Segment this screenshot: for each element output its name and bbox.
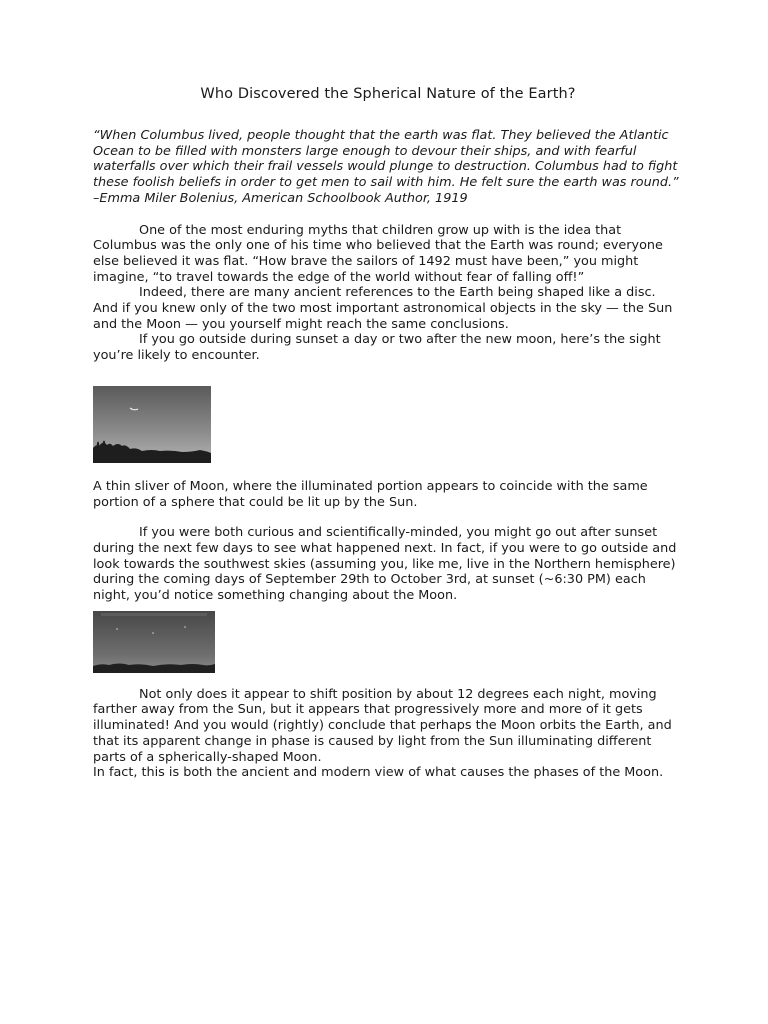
quote-attribution: –Emma Miler Bolenius, American Schoolbook Author, 1919 bbox=[93, 190, 468, 206]
paragraph-5: Not only does it appear to shift position by about 12 degrees each night, moving farther away from the Sun, but it appears that progressively more and more of it gets illuminated! And you would (rightly) conclude that perhaps the Moon orbits the Earth, and that its apparent change in phase is caused by light from the Sun illuminating different parts of a spherically-shaped Moon. bbox=[93, 686, 672, 765]
opening-quote bbox=[93, 128, 683, 207]
moon-phases-photo bbox=[93, 611, 215, 673]
document-page bbox=[93, 86, 683, 781]
paragraph-2: Indeed, there are many ancient references to the Earth being shaped like a disc. And if you knew only of the two most important astronomical objects in the sky — the Sun and the Moon — you yourself might reach the same conclusions. bbox=[93, 285, 673, 332]
figure-1-caption: A thin sliver of Moon, where the illuminated portion appears to coincide with the same portion of a sphere that could be lit up by the Sun. bbox=[93, 478, 648, 510]
closing-paragraph: In fact, this is both the ancient and modern view of what causes the phases of the Moon. bbox=[93, 765, 664, 781]
paragraph-1: One of the most enduring myths that children grow up with is the idea that Columbus was the only one of his time who believed that the Earth was round; everyone else believed it was flat. “How brave the sailors of 1492 must have been,” you might imagine, “to travel towards the edge of the world without fear of falling off!” bbox=[93, 222, 663, 285]
quote-text: “When Columbus lived, people thought that the earth was flat. They believed the Atlantic Ocean to be filled with monsters large enough to devour their ships, and with fearful waterfalls over which their frail vessels would plunge to destruction. Columbus had to fight these foolish beliefs in order to get men to sail with him. He felt sure the earth was round.” bbox=[93, 128, 679, 191]
paragraph-4: If you were both curious and scientifically-minded, you might go out after sunset during the next few days to see what happened next. In fact, if you were to go outside and look towards the southwest skies (assuming you, like me, live in the Northern hemisphere) during the coming days of September 29th to October 3rd, at sunset (~6:30 PM) each night, you’d notice something changing about the Moon. bbox=[93, 525, 677, 604]
page-title: Who Discovered the Spherical Nature of the Earth? bbox=[200, 86, 576, 102]
crescent-moon-photo bbox=[93, 386, 211, 463]
paragraph-3: If you go outside during sunset a day or two after the new moon, here’s the sight you’re likely to encounter. bbox=[93, 332, 661, 364]
